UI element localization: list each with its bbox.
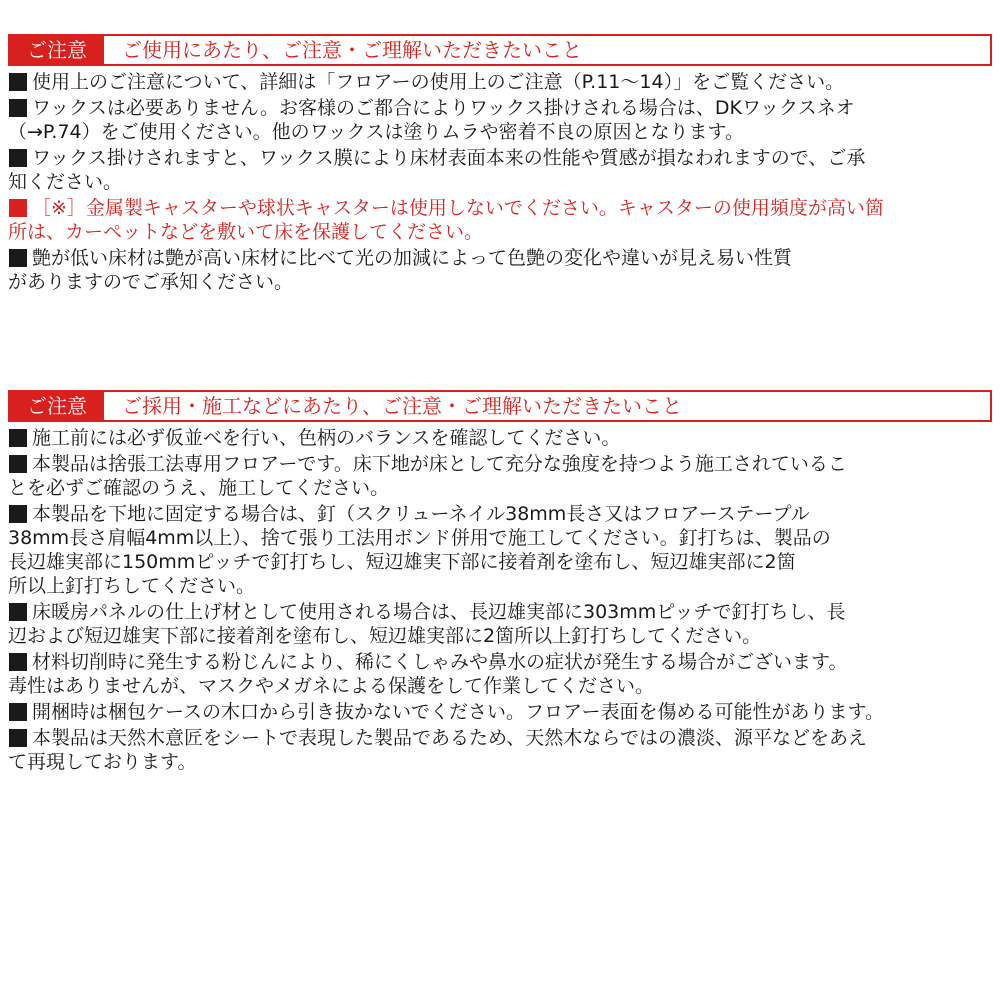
square-bullet-icon <box>9 703 27 721</box>
section-title: ご使用にあたり、ご注意・ご理解いただきたいこと <box>122 38 582 62</box>
square-bullet-icon <box>9 455 27 473</box>
square-bullet-icon <box>9 429 27 447</box>
item-text: 所は、カーペットなどを敷いて床を保護してください。 <box>8 221 484 243</box>
list-item <box>8 452 992 500</box>
item-text: 本製品を下地に固定する場合は、釘（スクリューネイル38mm長さ又はフロアーステープル <box>32 503 810 525</box>
item-text: （→P.74）をご使用ください。他のワックスは塗りムラや密着不良の原因となります。 <box>8 121 744 143</box>
list-item <box>8 146 992 194</box>
item-text: とを必ずご確認のうえ、施工してください。 <box>8 477 390 499</box>
item-text: 所以上釘打ちしてください。 <box>8 575 256 597</box>
list-item <box>8 600 992 648</box>
item-text: 開梱時は梱包ケースの木口から引き抜かないでください。フロアー表面を傷める可能性があります。 <box>32 701 884 723</box>
section-tag: ご注意 <box>10 36 104 64</box>
square-bullet-icon <box>9 149 27 167</box>
square-bullet-icon <box>9 249 27 267</box>
item-text: 使用上のご注意について、詳細は「フロアーの使用上のご注意（P.11～14）」をご覧ください。 <box>32 71 845 93</box>
list-item <box>8 246 992 294</box>
item-text: 施工前には必ず仮並べを行い、色柄のバランスを確認してください。 <box>32 427 621 449</box>
section-title: ご採用・施工などにあたり、ご注意・ご理解いただきたいこと <box>122 394 682 418</box>
item-text: 本製品は捨張工法専用フロアーです。床下地が床として充分な強度を持つよう施工されているこ <box>32 453 847 475</box>
square-bullet-icon <box>9 199 27 217</box>
item-text: ワックスは必要ありません。お客様のご都合によりワックス掛けされる場合は、DKワックスネオ <box>32 97 855 119</box>
section-header <box>8 390 992 422</box>
item-text: 毒性はありませんが、マスクやメガネによる保護をして作業してください。 <box>8 675 655 697</box>
list-item <box>8 726 992 774</box>
item-text: 辺および短辺雄実下部に接着剤を塗布し、短辺雄実部に2箇所以上釘打ちしてください。 <box>8 625 762 647</box>
item-text: 艶が低い床材は艶が高い床材に比べて光の加減によって色艶の変化や違いが見え易い性質 <box>32 247 793 269</box>
item-text: 床暖房パネルの仕上げ材として使用される場合は、長辺雄実部に303mmピッチで釘打ちし、長 <box>32 601 846 623</box>
notice-section-installation <box>8 390 992 776</box>
section-header <box>8 34 992 66</box>
item-text: 38mm長さ肩幅4mm以上）、捨て張り工法用ボンド併用で施工してください。釘打ちは、製品の <box>8 527 831 549</box>
section-tag: ご注意 <box>10 392 104 420</box>
list-item <box>8 700 992 724</box>
square-bullet-icon <box>9 603 27 621</box>
notice-list <box>8 70 992 294</box>
square-bullet-icon <box>9 505 27 523</box>
list-item <box>8 426 992 450</box>
item-text: 材料切削時に発生する粉じんにより、稀にくしゃみや鼻水の症状が発生する場合がございます。 <box>32 651 848 673</box>
list-item <box>8 70 992 94</box>
list-item <box>8 502 992 598</box>
square-bullet-icon <box>9 99 27 117</box>
item-text: 本製品は天然木意匠をシートで表現した製品であるため、天然木ならではの濃淡、源平などをあえ <box>32 727 868 749</box>
notice-section-usage <box>8 34 992 296</box>
item-text: がありますのでご承知ください。 <box>8 271 294 293</box>
list-item-warning <box>8 196 992 244</box>
list-item <box>8 96 992 144</box>
item-text: ［※］金属製キャスターや球状キャスターは使用しないでください。キャスターの使用頻度が高い箇 <box>32 197 884 219</box>
item-text: て再現しております。 <box>8 751 197 773</box>
square-bullet-icon <box>9 653 27 671</box>
item-text: ワックス掛けされますと、ワックス膜により床材表面本来の性能や質感が損なわれますので、ご承 <box>32 147 866 169</box>
list-item <box>8 650 992 698</box>
item-text: 知ください。 <box>8 171 123 193</box>
item-text: 長辺雄実部に150mmピッチで釘打ちし、短辺雄実下部に接着剤を塗布し、短辺雄実部に2箇 <box>8 551 796 573</box>
notice-list <box>8 426 992 774</box>
square-bullet-icon <box>9 729 27 747</box>
square-bullet-icon <box>9 73 27 91</box>
